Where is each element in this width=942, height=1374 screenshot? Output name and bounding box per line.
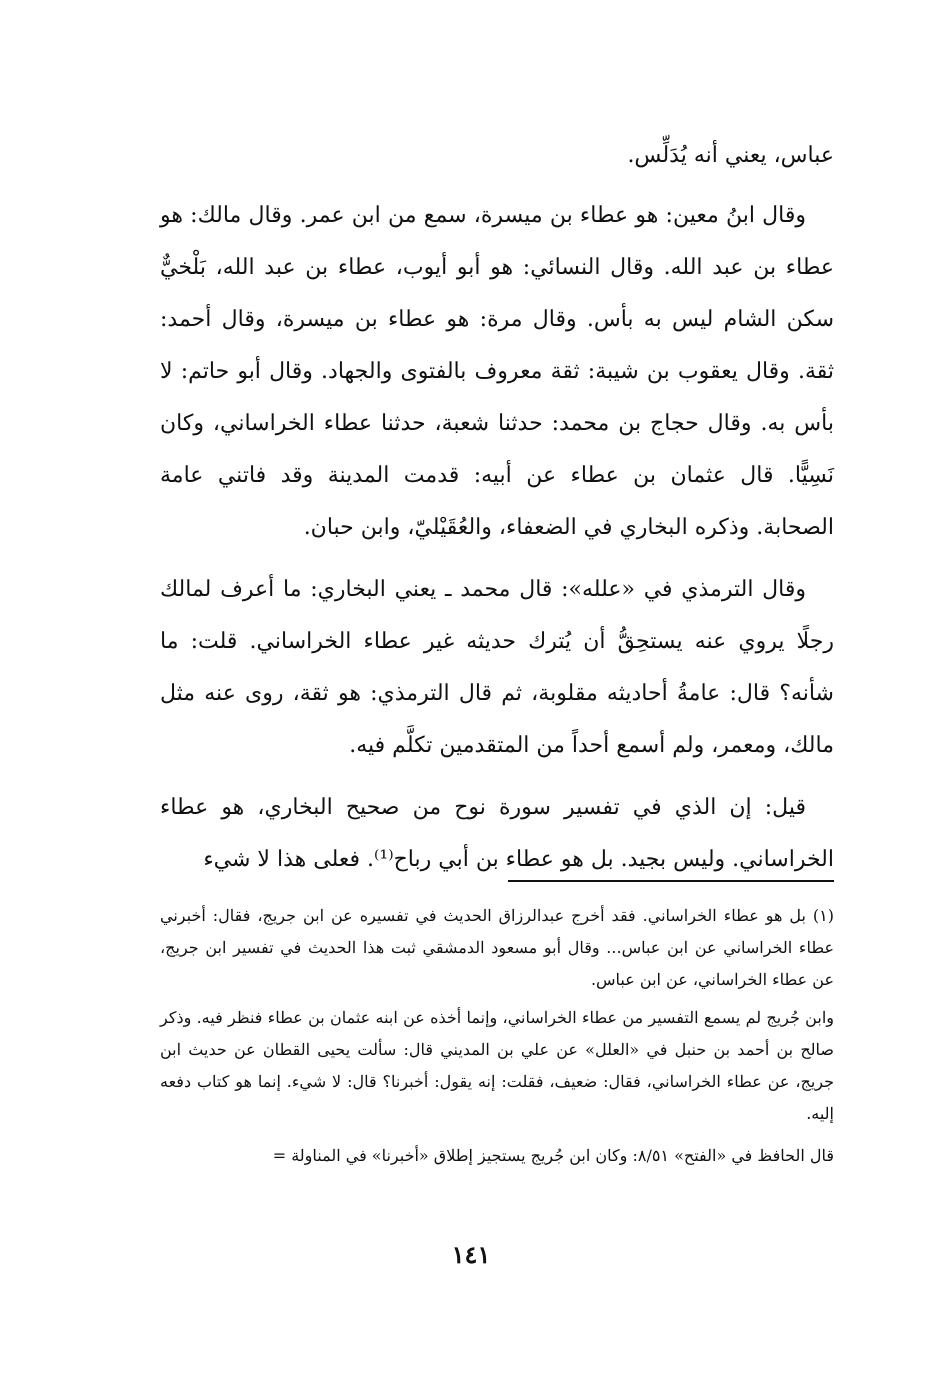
paragraph-continuation: عباس، يعني أنه يُدَلِّس.: [627, 143, 834, 168]
main-text: [160, 130, 834, 886]
page-number: ١٤١: [451, 1240, 491, 1269]
footnote-1: (١) بل هو عطاء الخراساني. فقد أخرج عبدالرزاق الحديث في تفسيره عن ابن جريج، فقال: أخبرني عطاء الخراساني عن ابن عباس... وقال أبو مسعود الدمشقي ثبت هذا الحديث في تفسير ابن جريج، عن عطاء الخراساني، عن ابن عباس.: [160, 906, 834, 989]
footnote-1-continued: وابن جُريج لم يسمع التفسير من عطاء الخراساني، وإنما أخذه عن ابنه عثمان بن عطاء فنظر فيه. وذكر صالح بن أحمد بن حنبل في «العلل» عن علي بن المديني قال: سألت يحيى القطان عن حديث ابن جريج، عن عطاء الخراساني، فقال: ضعيف، فقلت: إنه يقول: أخبرنا؟ قال: لا شيء. إنما هو كتاب دفعه إليه.: [160, 1008, 834, 1123]
footnotes: [160, 900, 834, 1172]
footnote-2: قال الحافظ في «الفتح» ٨/٥١: وكان ابن جُريج يستجيز إطلاق «أخبرنا» في المناولة =: [272, 1146, 834, 1165]
paragraph-tafsir-nuh: قيل: إن الذي في تفسير سورة نوح من صحيح البخاري، هو عطاء الخراساني. وليس بجيد. بل هو عطاء بن أبي رباح⁽¹⁾. فعلى هذا لا شيء: [160, 795, 834, 872]
paragraph-tirmidhi: وقال الترمذي في «علله»: قال محمد ـ يعني البخاري: ما أعرف لمالك رجلًا يروي عنه يستحِقُّ أن يُترك حديثه غير عطاء الخراساني. قلت: ما شأنه؟ قال: عامةُ أحاديثه مقلوبة، ثم قال الترمذي: هو ثقة، روى عنه مثل مالك، ومعمر، ولم أسمع أحداً من المتقدمين تكلَّم فيه.: [160, 577, 834, 758]
footnote-separator: [508, 880, 834, 882]
paragraph-ibn-maeen: وقال ابنُ معين: هو عطاء بن ميسرة، سمع من ابن عمر. وقال مالك: هو عطاء بن عبد الله. وقال النسائي: هو أبو أيوب، عطاء بن عبد الله، بَلْخيٌّ سكن الشام ليس به بأس. وقال مرة: هو عطاء بن ميسرة، وقال أحمد: ثقة. وقال يعقوب بن شيبة: ثقة معروف بالفتوى والجهاد. وقال أبو حاتم: لا بأس به. وقال حجاج بن محمد: حدثنا شعبة، حدثنا عطاء الخراساني، وكان نَسِيًّا. قال عثمان بن عطاء عن أبيه: قدمت المدينة وقد فاتني عامة الصحابة. وذكره البخاري في الضعفاء، والعُقَيْليّ، وابن حبان.: [160, 203, 834, 540]
